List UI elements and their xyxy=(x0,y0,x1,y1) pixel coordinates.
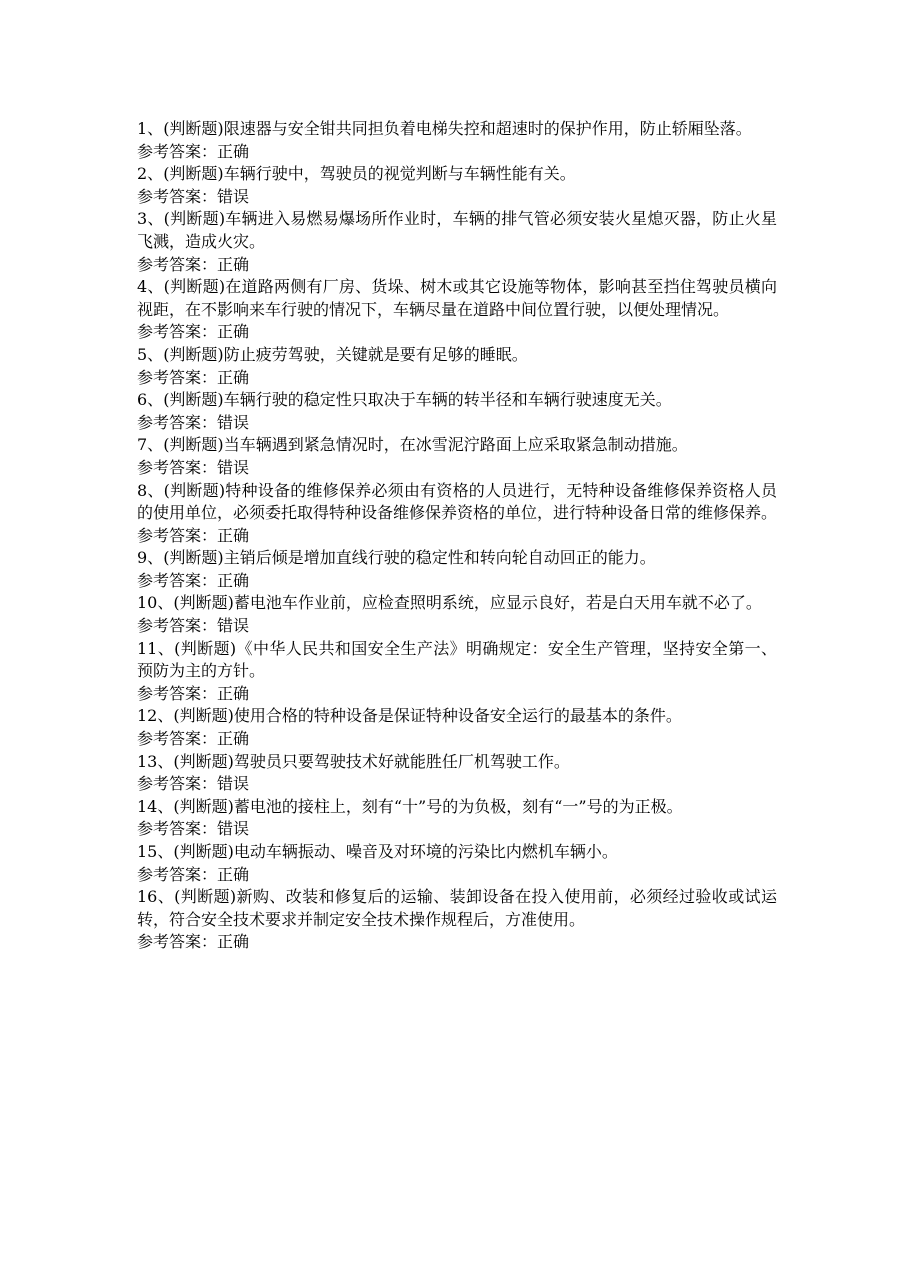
answer-value: 正确 xyxy=(217,570,250,590)
question-type: (判断题) xyxy=(163,344,224,364)
question-body: 特种设备的维修保养必须由有资格的人员进行，无特种设备维修保养资格人员的使用单位，必须委托取得特种设备维修保养资格的单位，进行特种设备日常的维修保养。 xyxy=(137,480,778,523)
answer-value: 正确 xyxy=(217,141,250,161)
answer-label: 参考答案： xyxy=(137,774,218,794)
question-body: 新购、改装和修复后的运输、装卸设备在投入使用前，必须经过验收或试运转，符合安全技术要求并制定安全技术操作规程后，方准使用。 xyxy=(137,887,777,929)
question-body: 车辆行驶的稳定性只取决于车辆的转半径和车辆行驶速度无关。 xyxy=(223,390,672,410)
question-item xyxy=(137,886,777,954)
answer-value: 错误 xyxy=(217,774,250,794)
answer-value: 错误 xyxy=(217,412,250,432)
answer-line xyxy=(137,818,777,841)
question-number: 4、 xyxy=(137,277,164,297)
question-body: 防止疲劳驾驶，关键就是要有足够的睡眠。 xyxy=(223,344,528,364)
question-body: 蓄电池的接柱上，刻有“十”号的为负极，刻有“一”号的为正极。 xyxy=(233,796,683,816)
question-type: (判断题) xyxy=(173,796,234,816)
question-body: 使用合格的特种设备是保证特种设备安全运行的最基本的条件。 xyxy=(233,706,682,726)
answer-label: 参考答案： xyxy=(137,457,218,477)
question-item xyxy=(137,434,777,479)
question-type: (判断题) xyxy=(174,638,237,658)
question-item xyxy=(137,276,777,344)
question-body: 车辆行驶中，驾驶员的视觉判断与车辆性能有关。 xyxy=(223,164,576,184)
question-type: (判断题) xyxy=(163,119,224,138)
question-number: 9、 xyxy=(137,548,164,568)
question-item xyxy=(137,344,777,389)
question-text xyxy=(137,751,777,774)
answer-value: 正确 xyxy=(217,932,250,952)
answer-line xyxy=(137,321,777,344)
question-text xyxy=(137,886,777,931)
question-type: (判断题) xyxy=(163,164,224,184)
answer-line xyxy=(137,728,777,751)
question-text xyxy=(137,638,777,683)
answer-line xyxy=(137,931,777,954)
answer-line xyxy=(137,615,777,638)
question-text xyxy=(137,208,777,253)
question-type: (判断题) xyxy=(163,390,224,410)
answer-label: 参考答案： xyxy=(137,570,218,590)
question-text xyxy=(137,796,777,819)
question-number: 5、 xyxy=(137,344,164,364)
question-number: 6、 xyxy=(137,390,164,410)
answer-label: 参考答案： xyxy=(137,412,218,432)
answer-label: 参考答案： xyxy=(137,186,218,206)
question-item xyxy=(137,592,777,637)
question-number: 1、 xyxy=(137,119,164,138)
answer-label: 参考答案： xyxy=(137,864,218,884)
answer-value: 错误 xyxy=(217,186,250,206)
answer-label: 参考答案： xyxy=(137,322,218,342)
question-number: 10、 xyxy=(137,593,174,613)
answer-value: 错误 xyxy=(217,457,250,477)
question-number: 8、 xyxy=(137,480,164,500)
question-number: 12、 xyxy=(137,706,174,726)
answer-line xyxy=(137,864,777,887)
question-text xyxy=(137,276,777,321)
question-type: (判断题) xyxy=(163,209,226,229)
answer-label: 参考答案： xyxy=(137,367,218,387)
question-text xyxy=(137,841,777,864)
question-type: (判断题) xyxy=(173,842,234,861)
answer-line xyxy=(137,412,777,435)
question-item xyxy=(137,751,777,796)
question-number: 11、 xyxy=(137,638,175,658)
answer-line xyxy=(137,141,777,164)
document-page xyxy=(137,118,777,954)
answer-label: 参考答案： xyxy=(137,819,218,839)
question-item xyxy=(137,163,777,208)
answer-label: 参考答案： xyxy=(137,254,218,274)
question-item xyxy=(137,638,777,706)
answer-label: 参考答案： xyxy=(137,729,218,749)
question-body: 蓄电池车作业前，应检查照明系统，应显示良好，若是白天用车就不必了。 xyxy=(233,593,762,613)
question-text xyxy=(137,705,777,728)
question-number: 16、 xyxy=(137,887,175,907)
question-type: (判断题) xyxy=(163,548,224,568)
question-type: (判断题) xyxy=(173,593,234,613)
answer-line xyxy=(137,683,777,706)
question-item xyxy=(137,480,777,548)
question-body: 在道路两侧有厂房、货垛、树木或其它设施等物体，影响甚至挡住驾驶员横向视距，在不影响来车行驶的情况下，车辆尽量在道路中间位置行驶，以便处理情况。 xyxy=(137,277,777,319)
answer-value: 正确 xyxy=(217,729,250,749)
question-item xyxy=(137,208,777,276)
question-text xyxy=(137,344,777,367)
question-text xyxy=(137,480,777,525)
answer-line xyxy=(137,570,777,593)
answer-label: 参考答案： xyxy=(137,616,218,636)
question-number: 15、 xyxy=(137,842,174,861)
question-body: 限速器与安全钳共同担负着电梯失控和超速时的保护作用，防止轿厢坠落。 xyxy=(223,119,752,138)
answer-line xyxy=(137,186,777,209)
question-number: 2、 xyxy=(137,164,164,184)
question-text xyxy=(137,547,777,570)
answer-line xyxy=(137,367,777,390)
question-number: 14、 xyxy=(137,796,174,816)
question-text xyxy=(137,118,777,141)
question-body: 当车辆遇到紧急情况时，在冰雪泥泞路面上应采取紧急制动措施。 xyxy=(223,435,688,455)
question-type: (判断题) xyxy=(163,277,226,297)
answer-value: 正确 xyxy=(217,864,250,884)
answer-line xyxy=(137,525,777,548)
answer-label: 参考答案： xyxy=(137,141,218,161)
answer-line xyxy=(137,254,777,277)
question-item xyxy=(137,547,777,592)
question-body: 《中华人民共和国安全生产法》明确规定：安全生产管理，坚持安全第一、预防为主的方针。 xyxy=(137,638,777,681)
question-body: 车辆进入易燃易爆场所作业时，车辆的排气管必须安装火星熄灭器，防止火星飞溅，造成火灾。 xyxy=(137,209,777,251)
question-text xyxy=(137,434,777,457)
question-item xyxy=(137,389,777,434)
question-type: (判断题) xyxy=(173,706,234,726)
answer-value: 正确 xyxy=(217,525,250,545)
question-type: (判断题) xyxy=(163,480,226,500)
answer-label: 参考答案： xyxy=(137,683,218,703)
answer-label: 参考答案： xyxy=(137,525,218,545)
answer-value: 正确 xyxy=(217,367,250,387)
answer-value: 正确 xyxy=(217,683,250,703)
question-body: 电动车辆振动、噪音及对环境的污染比内燃机车辆小。 xyxy=(233,842,618,861)
question-body: 驾驶员只要驾驶技术好就能胜任厂机驾驶工作。 xyxy=(233,751,570,771)
question-text xyxy=(137,389,777,412)
answer-line xyxy=(137,773,777,796)
answer-line xyxy=(137,457,777,480)
answer-value: 错误 xyxy=(217,819,250,839)
question-type: (判断题) xyxy=(174,887,237,907)
question-type: (判断题) xyxy=(173,751,234,771)
question-number: 7、 xyxy=(137,435,164,455)
answer-value: 正确 xyxy=(217,322,250,342)
answer-value: 正确 xyxy=(217,254,250,274)
answer-value: 错误 xyxy=(217,616,250,636)
question-text xyxy=(137,163,777,186)
question-text xyxy=(137,592,777,615)
question-item xyxy=(137,705,777,750)
question-item xyxy=(137,796,777,841)
question-number: 13、 xyxy=(137,751,174,771)
question-body: 主销后倾是增加直线行驶的稳定性和转向轮自动回正的能力。 xyxy=(223,548,656,568)
question-type: (判断题) xyxy=(163,435,224,455)
answer-label: 参考答案： xyxy=(137,932,218,952)
question-number: 3、 xyxy=(137,209,164,229)
question-item xyxy=(137,841,777,886)
question-item xyxy=(137,118,777,163)
